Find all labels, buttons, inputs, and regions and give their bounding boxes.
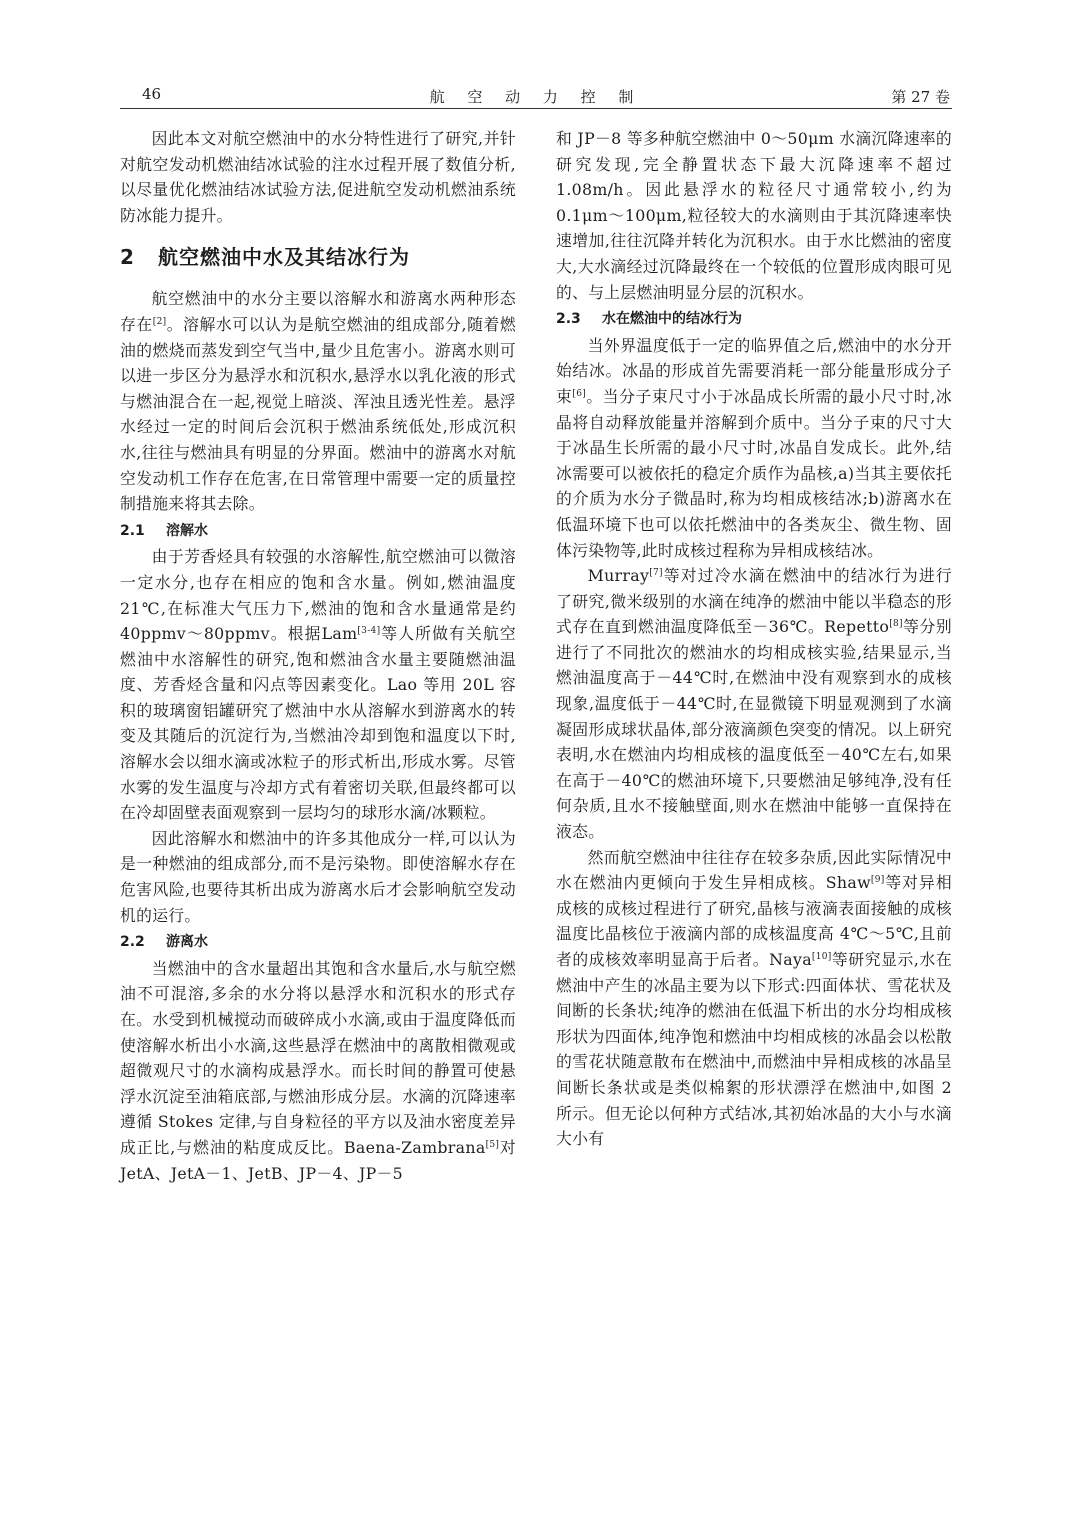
paragraph: 因此本文对航空燃油中的水分特性进行了研究,并针对航空发动机燃油结冰试验的注水过程开展了数值分析,以尽量优化燃油结冰试验方法,促进航空发动机燃油系统防冰能力提升。 [120, 129, 516, 225]
paragraph-text: Murray [587, 566, 650, 586]
paragraph-text: 。当分子束尺寸小于冰晶成长所需的最小尺寸时,冰晶将自动释放能量并溶解到介质中。当分子束的尺寸大于冰晶生长所需的最小尺寸时,冰晶自发成长。此外,结冰需要可以被依托的稳定介质作为晶核,a)当其主要依托的介质为水分子微晶时,称为均相成核结冰;b)游离水在低温环境下也可以依托燃油中的各类灰尘、微生物、固体污染物等,此时成核过程称为异相成核结冰。 [556, 386, 952, 560]
page-number: 46 [142, 85, 162, 103]
paragraph: 因此溶解水和燃油中的许多其他成分一样,可以认为是一种燃油的组成部分,而不是污染物。即使溶解水存在危害风险,也要待其析出成为游离水后才会影响航空发动机的运行。 [120, 828, 516, 925]
paragraph-text: 由于芳香烃具有较强的水溶解性,航空燃油可以微溶一定水分,也存在相应的饱和含水量。例如,燃油温度 21℃,在标准大气压力下,燃油的饱和含水量通常是约 40ppmv～80ppmv。根据Lam [120, 547, 516, 644]
subsection-number: 2.2 [120, 934, 145, 951]
subsection-title: 游离水 [166, 934, 208, 951]
paragraph [120, 286, 516, 516]
paragraph-text: 然而航空燃油中往往存在较多杂质,因此实际情况中水在燃油内更倾向于发生异相成核。Shaw [556, 847, 952, 893]
section-heading [120, 242, 516, 272]
subsection-title: 溶解水 [166, 522, 208, 539]
paragraph [120, 956, 516, 1186]
subsection-number: 2.1 [120, 522, 145, 539]
right-column [556, 126, 952, 1152]
paragraph-text: 当燃油中的含水量超出其饱和含水量后,水与航空燃油不可混溶,多余的水分将以悬浮水和沉积水的形式存在。水受到机械搅动而破碎成小水滴,或由于温度降低而使溶解水析出小水滴,这些悬浮在燃油中的离散相微观或超微观尺寸的水滴构成悬浮水。而长时间的静置可使悬浮水沉淀至油箱底部,与燃油形成分层。水滴的沉降速率遵循 Stokes 定律,与自身粒径的平方以及油水密度差异成正比,与燃油的粘度成反比。Baena-Zambrana [120, 958, 516, 1157]
paragraph [556, 845, 952, 1152]
paragraph [556, 333, 952, 563]
section-title: 航空燃油中水及其结冰行为 [158, 245, 410, 270]
left-column [120, 126, 516, 1186]
citation: [7] [649, 568, 663, 579]
paragraph-text: 。溶解水可以认为是航空燃油的组成部分,随着燃油的燃烧而蒸发到空气当中,量少且危害小。游离水则可以进一步区分为悬浮水和沉积水,悬浮水以乳化液的形式与燃油混合在一起,视觉上暗淡、浑浊且透光性差。悬浮水经过一定的时间后会沉积于燃油系统低处,形成沉积水,往往与燃油具有明显的分界面。燃油中的游离水对航空发动机工作存在危害,在日常管理中需要一定的质量控制措施来将其去除。 [120, 314, 516, 514]
paragraph-text: 等分别进行了不同批次的燃油水的均相成核实验,结果显示,当燃油温度高于－44℃时,在燃油中没有观察到水的成核现象,温度低于－44℃时,在显微镜下明显观测到了水滴凝固形成球状晶体,部分液滴颜色突变的情况。以上研究表明,水在燃油内均相成核的温度低至－40℃左右,如果在高于－40℃的燃油环境下,只要燃油足够纯净,没有任何杂质,且水不接触壁面,则水在燃油中能够一直保持在液态。 [556, 617, 952, 842]
citation: [3-4] [357, 626, 381, 637]
section-number: 2 [120, 245, 135, 270]
paragraph-text: 等对过冷水滴在燃油中的结冰行为进行了研究,微米级别的水滴在纯净的燃油中能以半稳态的形式存在直到燃油温度降低至－36℃。Repetto [556, 566, 952, 637]
paragraph-text: 对 JetA、JetA－1、JetB、JP－4、JP－5 [120, 1137, 516, 1183]
subsection-heading [120, 930, 516, 956]
citation: [2] [152, 316, 167, 327]
citation: [8] [889, 619, 903, 630]
citation: [6] [572, 388, 587, 399]
journal-title: 航 空 动 力 控 制 [429, 88, 643, 106]
subsection-number: 2.3 [556, 311, 581, 328]
paragraph [556, 563, 952, 845]
running-header [120, 82, 952, 109]
citation: [10] [811, 952, 832, 962]
paragraph: 和 JP－8 等多种航空燃油中 0～50μm 水滴沉降速率的研究发现,完全静置状态下最大沉降速率不超过 1.08m/h。因此悬浮水的粒径尺寸通常较小,约为 0.1μm～100μm,粒径较大的水滴则由于其沉降速率快速增加,往往沉降并转化为沉积水。由于水比燃油的密度大,大水滴经过沉降最终在一个较低的位置形成肉眼可见的、与上层燃油明显分层的沉积水。 [556, 129, 952, 302]
paragraph-text: 航空燃油中的水分主要以溶解水和游离水两种形态存在 [120, 289, 516, 334]
paragraph-text: 等研究显示,水在燃油中产生的冰晶主要为以下形式:四面体状、雪花状及间断的长条状;纯净的燃油在低温下析出的水分均相成核形状为四面体,纯净饱和燃油中均相成核的冰晶会以松散的雪花状随意散布在燃油中,而燃油中异相成核的冰晶呈间断长条状或是类似棉絮的形状漂浮在燃油中,如图 2 所示。但无论以何种方式结冰,其初始冰晶的大小与水滴大小有 [556, 950, 952, 1149]
citation: [5] [485, 1139, 500, 1150]
paragraph [120, 544, 516, 826]
subsection-title: 水在燃油中的结冰行为 [602, 311, 742, 328]
paragraph-text: 当外界温度低于一定的临界值之后,燃油中的水分开始结冰。冰晶的形成首先需要消耗一部分能量形成分子束 [556, 335, 952, 406]
subsection-heading [120, 519, 516, 545]
subsection-heading [556, 307, 952, 333]
paragraph-text: 等对异相成核的成核过程进行了研究,晶核与液滴表面接触的成核温度比晶核位于液滴内部的成核温度高 4℃～5℃,且前者的成核效率明显高于后者。Naya [556, 873, 953, 969]
citation: [9] [870, 875, 885, 886]
paragraph-text: 等人所做有关航空燃油中水溶解性的研究,饱和燃油含水量主要随燃油温度、芳香烃含量和闪点等因素变化。Lao 等用 20L 容积的玻璃窗铝罐研究了燃油中水从溶解水到游离水的转变及其随后的沉淀行为,当燃油冷却到饱和温度以下时,溶解水会以细水滴或冰粒子的形式析出,形成水雾。尽管水雾的发生温度与冷却方式有着密切关联,但最终都可以在冷却固壁表面观察到一层均匀的球形水滴/冰颗粒。 [120, 624, 517, 823]
volume-label: 第 27 卷 [891, 88, 950, 106]
